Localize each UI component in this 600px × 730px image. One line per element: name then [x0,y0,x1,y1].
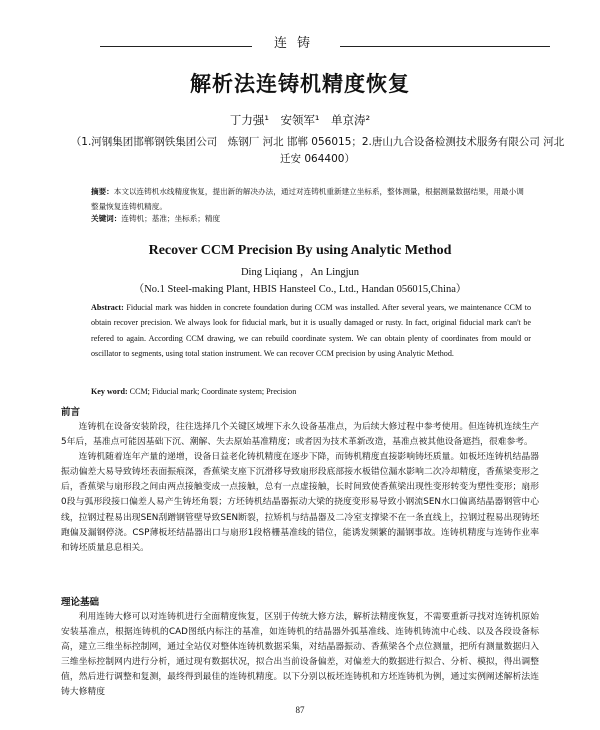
keywords-en-text: CCM; Fiducial mark; Coordinate system; Precision [129,387,297,396]
header-rule-left [100,46,252,47]
abstract-en-label: Abstract: [91,303,124,312]
section-body-preface [61,420,539,556]
section-body-theory [61,610,539,701]
authors-en: Ding Liqiang ，An Lingjun [240,267,360,278]
paragraph: 连铸机在设备安装阶段，往往选择几个关键区域埋下永久设备基准点，为后续大修过程中参考使用。但连铸机连续生产5年后，基准点可能因基础下沉、潮解、失去原始基准精度；或者因为技术革新改造，基准点被其他设备遮挡，很难参考。 [61,422,539,448]
paragraph: 连铸机随着连年产量的递增，设备日益老化铸机精度在逐步下降，而铸机精度直接影响铸坯质量。如板坯连铸机结晶器振动偏差大易导致铸坯表面振痕深，香蕉梁支座下沉滑移导致扇形段底部接水板错位漏水影响二次冷却精度，香蕉梁变形之后，香蕉梁与扇形段之间由两点接触变成一点接触，总有一点虚接触，长时间致使香蕉梁出现性变形转变为塑性变形；扇形0段与弧形段接口偏差人易产生铸坯角裂；方坯铸机结晶器振动大梁的挠度变形易导致小钢流SEN水口偏离结晶器钢管中心线，拉钢过程易出现SEN刮蹭钢管壁导致SEN断裂，拉矫机与结晶器及二冷室支撑梁不在一条直线上，拉钢过程易出现铸坯跑偏及漏钢停浇。CSP薄板坯结晶器出口与扇形1段格栅基准线的错位，能诱发频繁的漏钢事故。连铸机精度与连铸作业率和铸坯质量息息相关。 [61,452,539,553]
abstract-en [91,300,531,361]
affiliation-en: （No.1 Steel-making Plant, HBIS Hansteel Co., Ltd., Handan 056015,China） [133,284,467,295]
keywords-en-label: Key word: [91,387,128,396]
keywords-cn-label: 关键词： [91,214,122,223]
abstract-cn-text: 本文以连铸机水线精度恢复，提出新的解决办法，通过对连铸机重新建立坐标系，整体测量，根据测量数据结果，用最小调整量恢复连铸机精度。 [91,187,524,211]
title-cn: 解析法连铸机精度恢复 [190,72,410,96]
section-heading-preface: 前言 [61,407,81,418]
paragraph: 利用连铸大修可以对连铸机进行全面精度恢复，区别于传统大修方法，解析法精度恢复，不需要重新寻找对连铸机原始安装基准点，根据连铸机的CAD图纸内标注的基准，如连铸机的结晶器外弧基准线、连铸机铸流中心线、以及各段设备标高，建立三维坐标控制网，通过全站仪对整体连铸机数据采集，对结晶器振动、香蕉梁各个点位测量，把所有测量数据归入三维坐标控制网内进行分析，通过现有数据状况，拟合出当前设备偏差，对偏差大的数据进行拟合、分析、模拟，得出调整值，然后进行调整和复测，最终得到最佳的连铸机精度。以下分别以板坯连铸机和方坯连铸机为例，通过实例阐述解析法连铸大修精度 [61,612,539,698]
keywords-cn-text: 连铸机；基准；坐标系；精度 [121,214,221,223]
abstract-en-text: Fiducial mark was hidden in concrete foundation during CCM was installed. After several years, we maintenance CCM to obtain recover precision. We always look for fiducial mark, but it is usually damaged or rusty. In fact, original fiducial mark can't be refered to again. According CCM drawing, we can rebuild coordinate system. We can obtain plenty of coordinates from mould or oscillator to segments, using total station instrument. We can recover CCM precision by using Analytic Method. [91,303,531,358]
affiliation-cn: （1.河钢集团邯郸钢铁集团公司 炼钢厂 河北 邯郸 056015；2.唐山九合设备检测技术服务有限公司 河北 迁安 064400） [70,136,565,165]
title-en: Recover CCM Precision By using Analytic Method [148,243,452,258]
journal-name: 连铸 [273,36,320,51]
keywords-en [91,387,531,396]
authors-cn: 丁力强¹ 安领军¹ 单京涛² [229,113,371,127]
abstract-cn-label: 摘要： [91,187,114,196]
abstract-cn [91,184,531,214]
header-rule-right [340,46,550,47]
keywords-cn [91,213,531,224]
section-heading-theory: 理论基础 [61,597,100,608]
running-header [100,32,550,52]
page-number: 87 [295,705,305,715]
